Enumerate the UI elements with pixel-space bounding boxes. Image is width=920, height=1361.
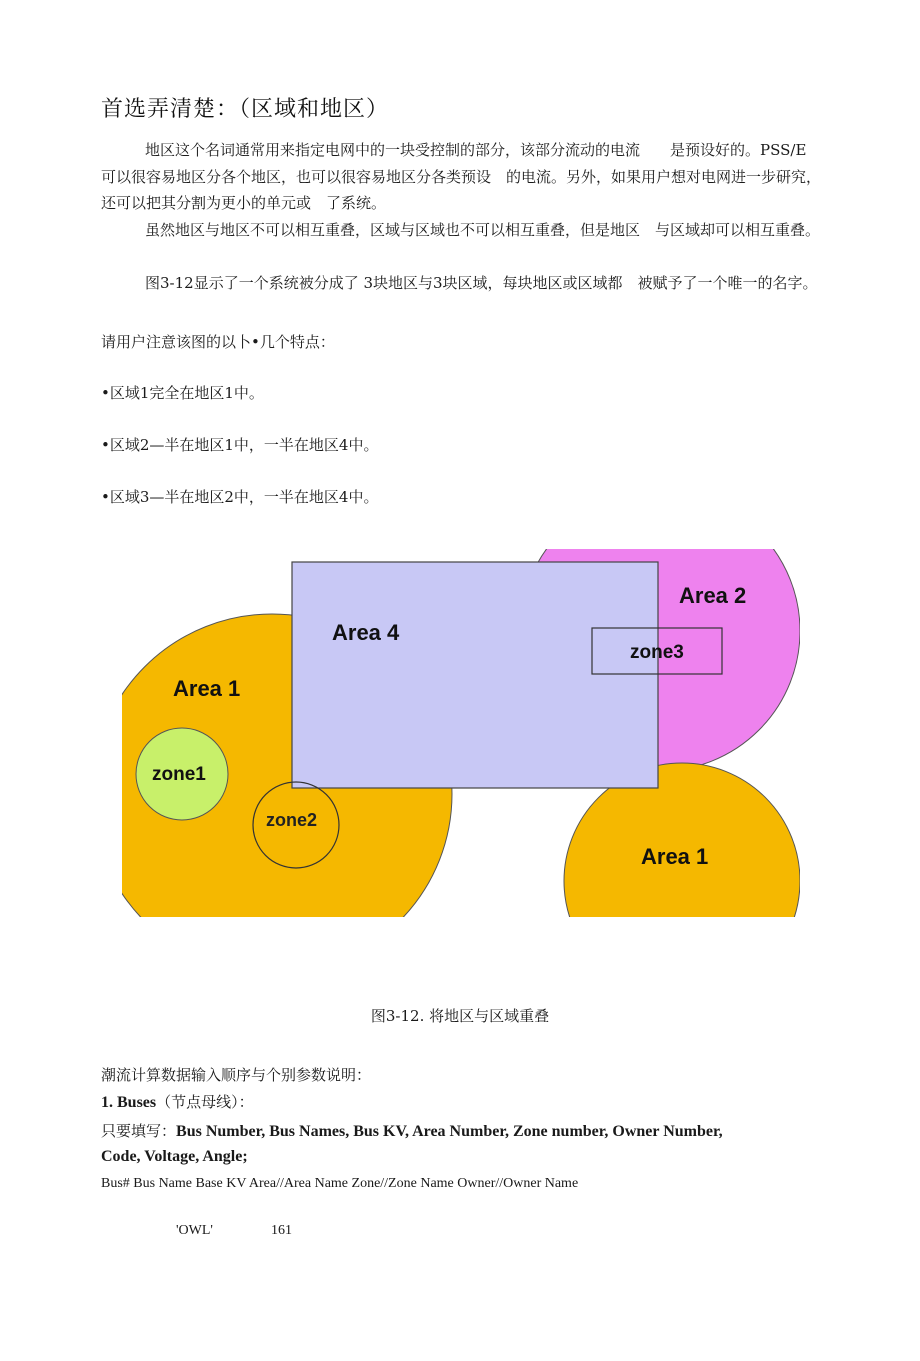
- section-intro: 潮流计算数据输入顺序与个别参数说明：: [101, 1066, 372, 1084]
- area-zone-overlap-figure: [122, 549, 800, 917]
- fill-label: 只要填写：: [101, 1122, 177, 1140]
- bus-row-name: 'OWL': [176, 1223, 213, 1238]
- zone1-label: zone1: [152, 764, 206, 785]
- fill-fields-line: [101, 1120, 723, 1141]
- fill-fields-line1: Bus Number, Bus Names, Bus KV, Area Number, Zone number, Owner Number,: [176, 1123, 723, 1140]
- buses-chinese-label: （节点母线）：: [156, 1093, 254, 1111]
- fill-fields-line2: Code, Voltage, Angle;: [101, 1148, 248, 1165]
- area2-label: Area 2: [679, 583, 747, 608]
- area4-rectangle: [292, 562, 658, 788]
- paragraph-area-definition: 地区这个名词通常用来指定电网中的一块受控制的部分，该部分流动的电流 是预设好的。PSS/E可以很容易地区分各个地区，也可以很容易地区分各类预设 的电流。另外，如果用户想对电网进一步研究，还可以把其分割为更小的单元或 了系统。: [101, 141, 822, 212]
- bullet-zone2: •区域2—半在地区1中，一半在地区4中。: [101, 436, 379, 454]
- note-intro: 请用户注意该图的以卜•几个特点：: [101, 333, 335, 351]
- paragraph-overlap-rule: 虽然地区与地区不可以相互重叠，区域与区域也不可以相互重叠，但是地区 与区域却可以相互重叠。: [145, 221, 821, 239]
- buses-heading: [101, 1091, 254, 1112]
- zone3-label: zone3: [630, 642, 684, 663]
- figure-caption: 图3-12. 将地区与区域重叠: [370, 1007, 550, 1025]
- area1-left-label: Area 1: [173, 676, 241, 701]
- bus-row-value: 161: [271, 1223, 292, 1238]
- bullet-zone3: •区域3—半在地区2中，一半在地区4中。: [101, 488, 379, 506]
- buses-number-label: 1. Buses: [101, 1094, 157, 1111]
- area1-right-label: Area 1: [641, 844, 709, 869]
- area4-label: Area 4: [332, 620, 400, 645]
- paragraph-figure-reference: 图3-12显示了一个系统被分成了 3块地区与3块区域，每块地区或区域都 被赋予了一个唯一的名字。: [145, 274, 818, 292]
- zone2-label: zone2: [266, 810, 318, 830]
- bullet-zone1: •区域1完全在地区1中。: [101, 384, 264, 402]
- page-heading: 首选弄清楚：（区域和地区）: [101, 97, 390, 122]
- bus-table-header: Bus# Bus Name Base KV Area//Area Name Zone//Zone Name Owner//Owner Name: [101, 1176, 579, 1191]
